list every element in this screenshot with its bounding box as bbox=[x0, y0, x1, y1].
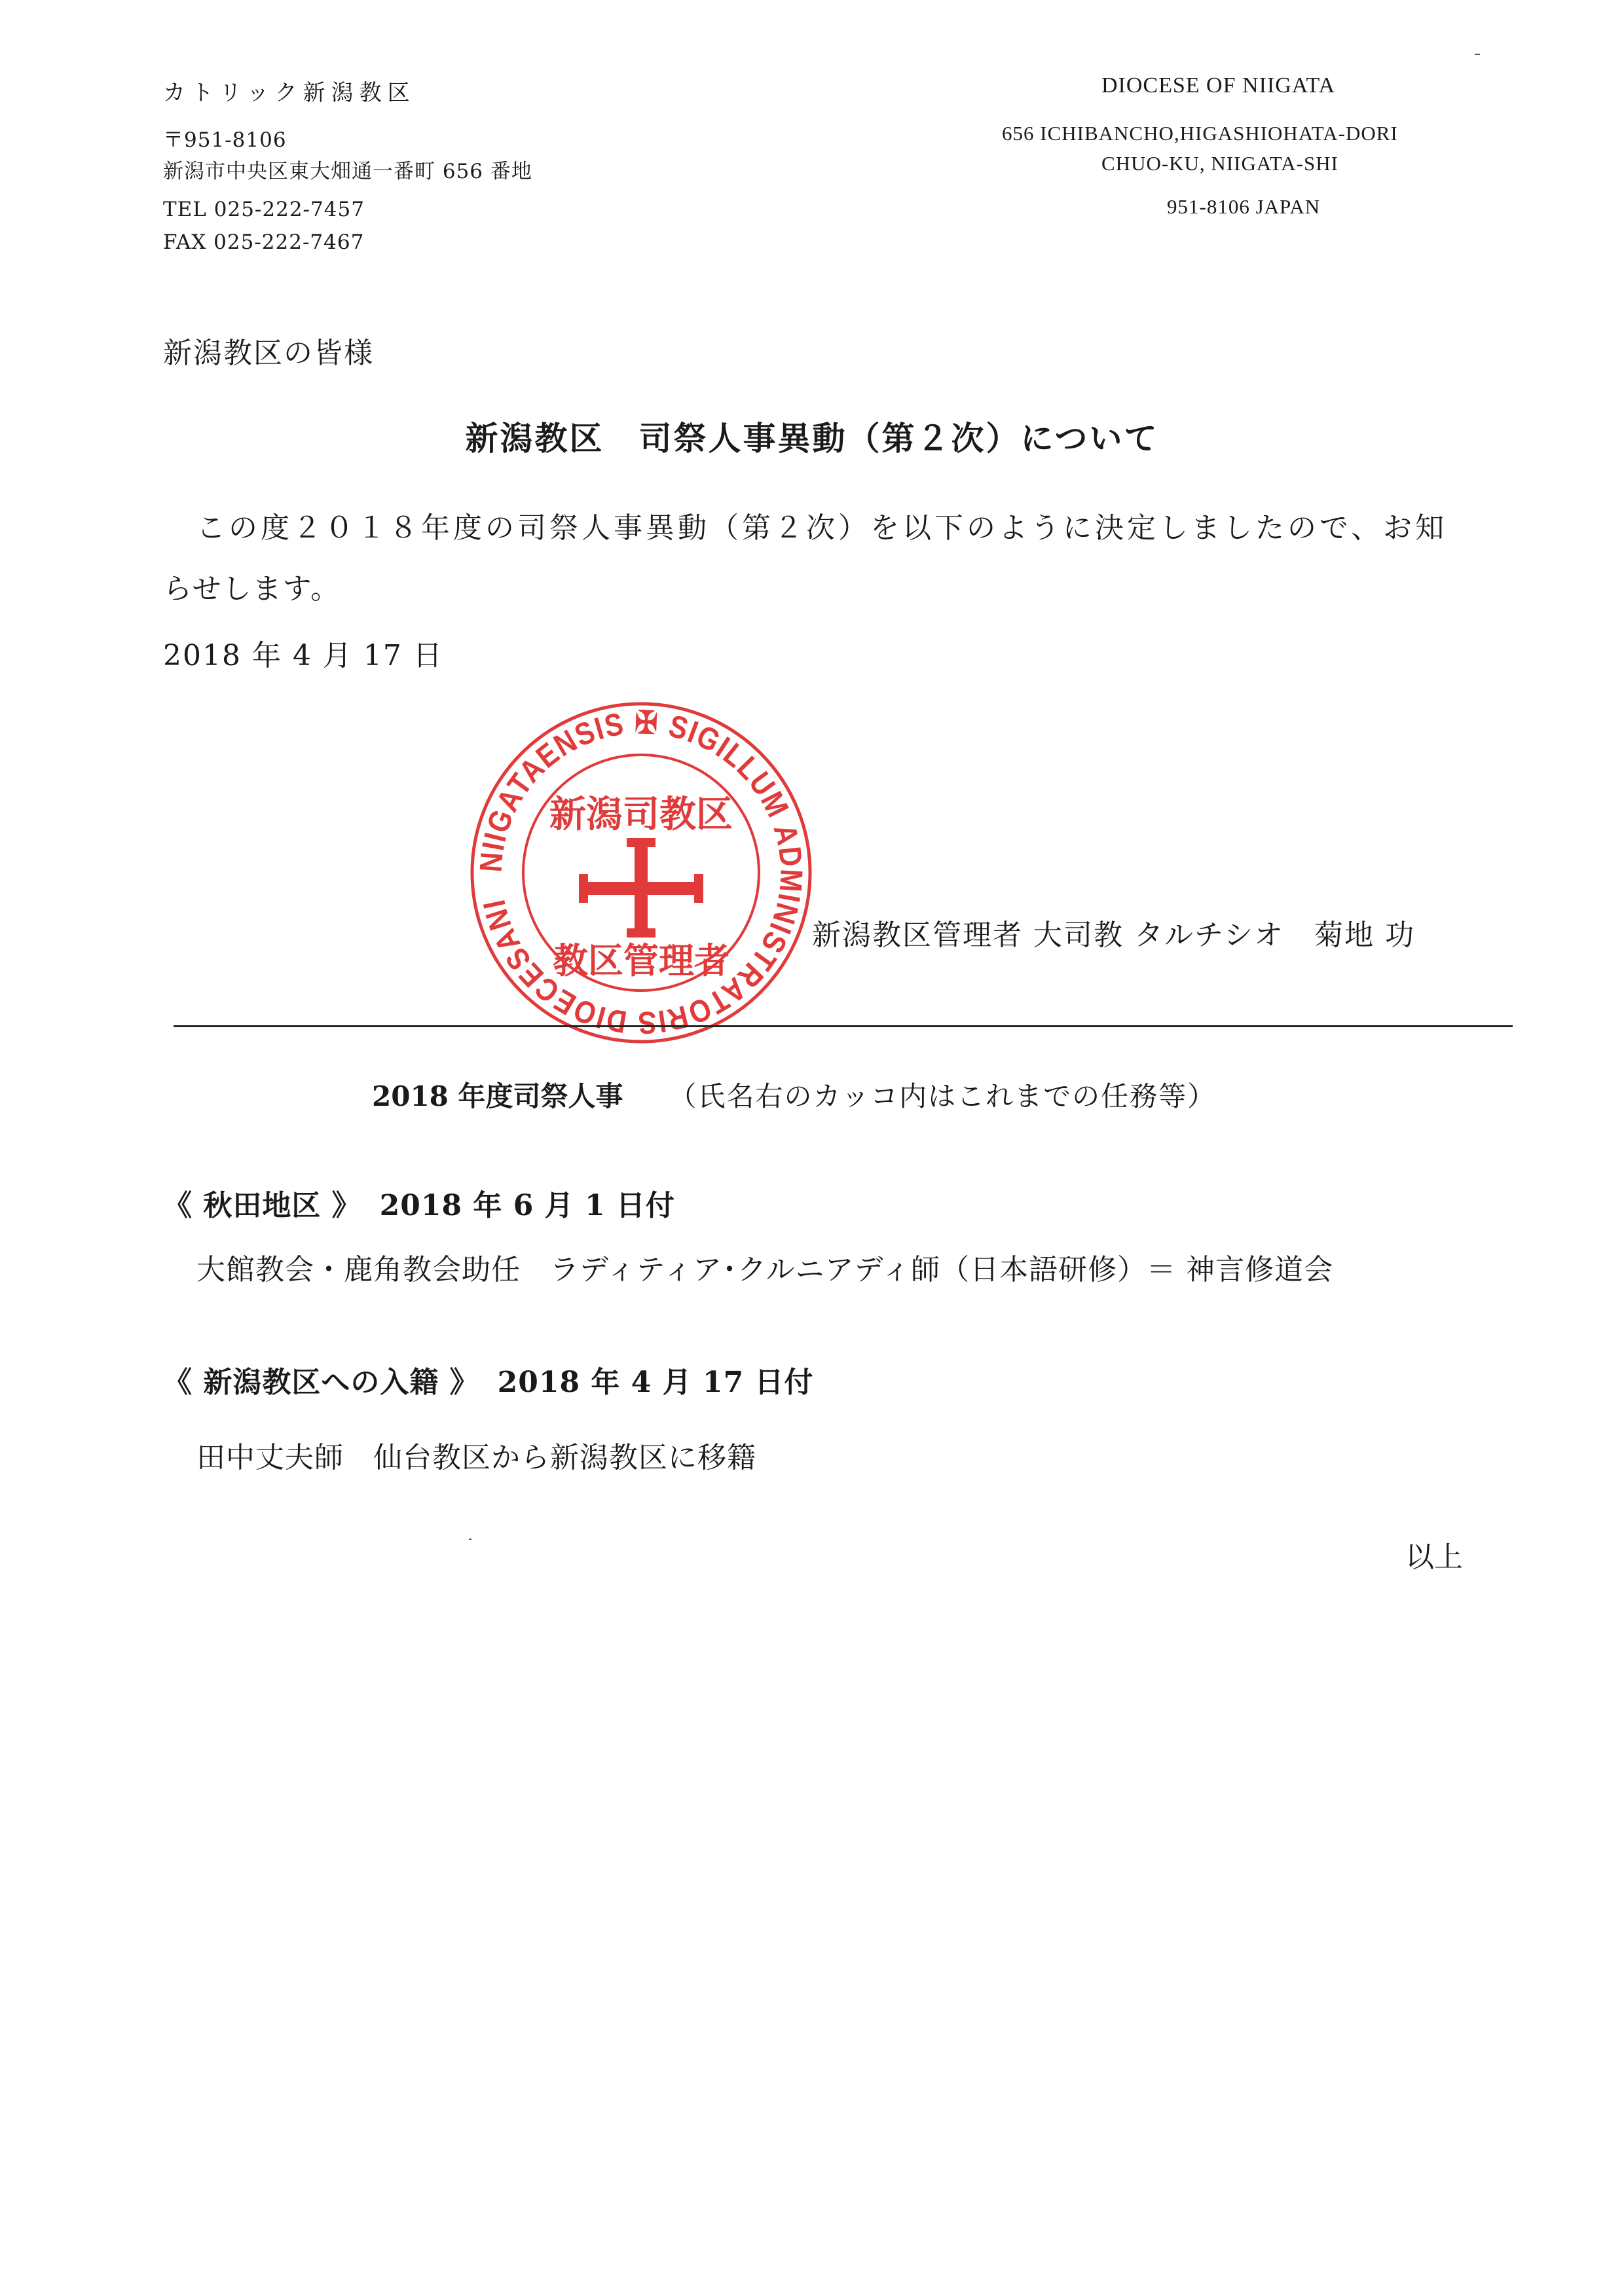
issue-date: 2018 年 4 月 17 日 bbox=[163, 639, 443, 672]
section-marker: 《 新潟教区への入籍 》 bbox=[163, 1366, 479, 1399]
official-seal bbox=[468, 699, 815, 1046]
scan-speck bbox=[469, 1539, 471, 1540]
address-en-line1: 656 ICHIBANCHO,HIGASHIOHATA-DORI bbox=[1002, 122, 1398, 145]
announcement-line-1: この度２０１８年度の司祭人事異動（第２次）を以下のように決定しましたので、お知 bbox=[196, 511, 1448, 545]
seal-text-bottom: 教区管理者 bbox=[553, 940, 729, 981]
announcement-line-2: らせします。 bbox=[163, 572, 341, 606]
org-name-en: DIOCESE OF NIIGATA bbox=[1101, 73, 1336, 98]
personnel-entry: 大館教会・鹿角教会助任 ラディティア･クルニアディ師（日本語研修）＝ 神言修道会 bbox=[196, 1253, 1334, 1286]
list-title-note: （氏名右のカッコ内はこれまでの任務等） bbox=[669, 1080, 1217, 1112]
signature-line: 新潟教区管理者 大司教 タルチシオ 菊地 功 bbox=[812, 919, 1416, 952]
seal-ring-text: NIIGATAENSIS ✠ SIGILLUM ADMINISTRATORIS DIOECESANI bbox=[473, 705, 809, 1040]
section-heading-akita bbox=[163, 1182, 675, 1224]
seal-cross-icon bbox=[579, 838, 703, 938]
personnel-list-title bbox=[372, 1075, 1216, 1114]
seal-text-top: 新潟司教区 bbox=[549, 793, 733, 836]
phone-number: TEL 025-222-7457 bbox=[163, 198, 365, 221]
address-en-line2: CHUO-KU, NIIGATA-SHI bbox=[1101, 152, 1338, 175]
salutation: 新潟教区の皆様 bbox=[163, 337, 374, 370]
address-en-line3: 951-8106 JAPAN bbox=[1167, 195, 1321, 218]
closing-mark: 以上 bbox=[1405, 1540, 1463, 1574]
list-title-text: 2018 年度司祭人事 bbox=[372, 1080, 623, 1112]
section-marker: 《 秋田地区 》 bbox=[163, 1189, 361, 1222]
org-name-jp: カトリック新潟教区 bbox=[163, 80, 416, 106]
fax-number: FAX 025-222-7467 bbox=[163, 230, 365, 254]
section-heading-incardination bbox=[163, 1358, 814, 1400]
section-effective-date: 2018 年 6 月 1 日付 bbox=[379, 1189, 675, 1222]
horizontal-divider bbox=[174, 1025, 1513, 1027]
postal-code-jp: 〒951-8106 bbox=[163, 128, 287, 152]
section-effective-date: 2018 年 4 月 17 日付 bbox=[497, 1366, 814, 1399]
scan-speck bbox=[1475, 54, 1480, 55]
address-jp: 新潟市中央区東大畑通一番町 656 番地 bbox=[163, 160, 532, 183]
personnel-entry: 田中丈夫師 仙台教区から新潟教区に移籍 bbox=[196, 1441, 756, 1474]
document-title: 新潟教区 司祭人事異動（第２次）について bbox=[465, 419, 1159, 458]
